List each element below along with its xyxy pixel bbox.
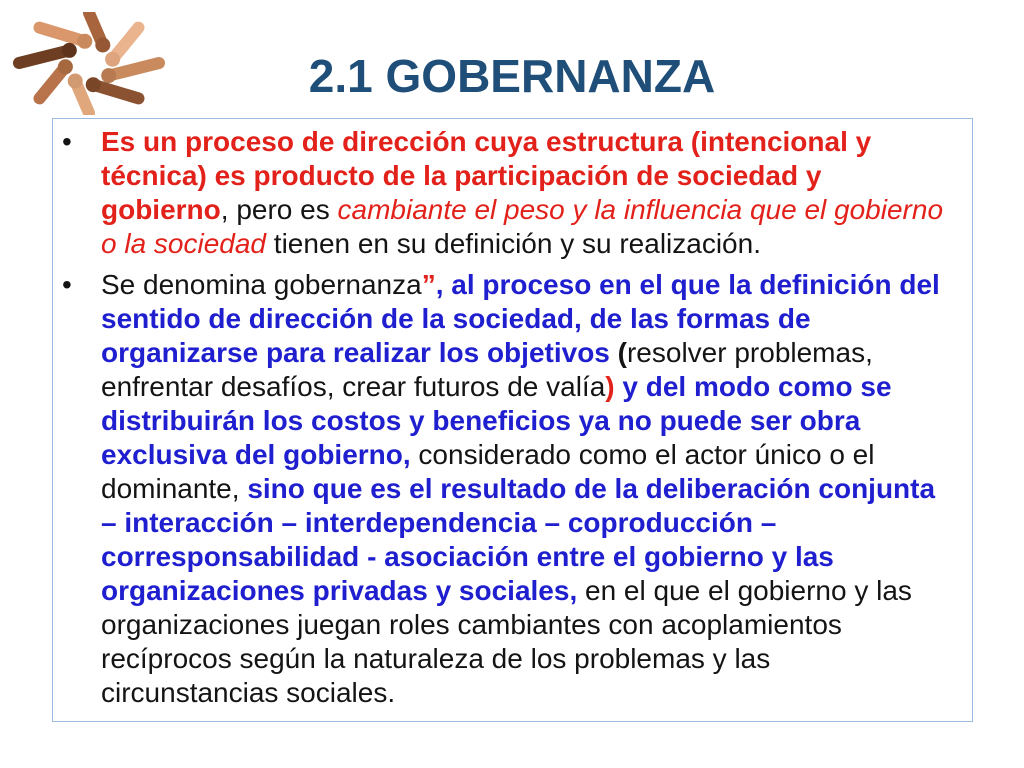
- text-run: circunstancias sociales.: [101, 677, 396, 708]
- text-run: (: [617, 337, 627, 368]
- text-line: [101, 370, 972, 404]
- text-run: exclusiva del gobierno,: [101, 439, 411, 470]
- text-run: sino que es el resultado de la deliberación conjunta: [239, 473, 936, 504]
- text-run: o la sociedad: [101, 228, 267, 259]
- text-run: dominante,: [101, 473, 240, 504]
- bullet-text: [101, 268, 972, 710]
- text-line: [101, 302, 972, 336]
- text-run: y del modo como se: [614, 371, 892, 402]
- text-line: [101, 438, 972, 472]
- text-line: [101, 608, 972, 642]
- text-run: ”: [421, 269, 436, 300]
- text-run: organizaciones privadas y sociales,: [101, 575, 578, 606]
- text-line: [101, 193, 972, 227]
- text-line: [101, 540, 972, 574]
- text-run: gobierno: [101, 194, 221, 225]
- text-run: – interacción – interdependencia – coproducción –: [101, 507, 777, 538]
- text-line: [101, 472, 972, 506]
- text-run: técnica) es producto de la participación de sociedad y: [101, 160, 822, 191]
- text-line: [101, 159, 972, 193]
- text-run: Se denomina gobernanza: [101, 269, 422, 300]
- text-line: [101, 506, 972, 540]
- text-run: ): [605, 371, 615, 402]
- text-run: considerado como el actor único o el: [410, 439, 875, 470]
- slide-title: 2.1 GOBERNANZA: [308, 50, 716, 102]
- content-box: [52, 118, 973, 722]
- text-line: [101, 642, 972, 676]
- text-line: [101, 268, 972, 302]
- bullet-item: [53, 125, 972, 261]
- text-run: distribuirán los costos y beneficios ya no puede ser obra: [101, 405, 861, 436]
- text-run: corresponsabilidad - asociación entre el gobierno y las: [101, 541, 834, 572]
- text-run: enfrentar desafíos, crear futuros de valía: [101, 371, 606, 402]
- text-line: [101, 404, 972, 438]
- text-run: , pero es: [220, 194, 338, 225]
- bullet-marker: •: [62, 269, 72, 300]
- text-run: resolver problemas,: [626, 337, 873, 368]
- text-run: sentido de dirección de la sociedad, de las formas de: [101, 303, 811, 334]
- bullet-marker: •: [62, 126, 72, 157]
- text-run: tienen en su definición y su realización.: [266, 228, 761, 259]
- text-line: [101, 336, 972, 370]
- text-line: [101, 574, 972, 608]
- text-run: , al proceso en el que la definición del: [435, 269, 940, 300]
- text-line: [101, 125, 972, 159]
- text-run: recíprocos según la naturaleza de los problemas y las: [101, 643, 771, 674]
- bullet-item: [53, 268, 972, 710]
- text-run: Es un proceso de dirección cuya estructura (intencional y: [101, 126, 872, 157]
- text-run: organizaciones juegan roles cambiantes con acoplamientos: [101, 609, 842, 640]
- text-run: organizarse para realizar los objetivos: [101, 337, 618, 368]
- text-line: [101, 676, 972, 710]
- text-line: [101, 227, 972, 261]
- text-run: en el que el gobierno y las: [577, 575, 912, 606]
- bullet-text: [101, 125, 972, 261]
- text-run: cambiante el peso y la influencia que el gobierno: [337, 194, 944, 225]
